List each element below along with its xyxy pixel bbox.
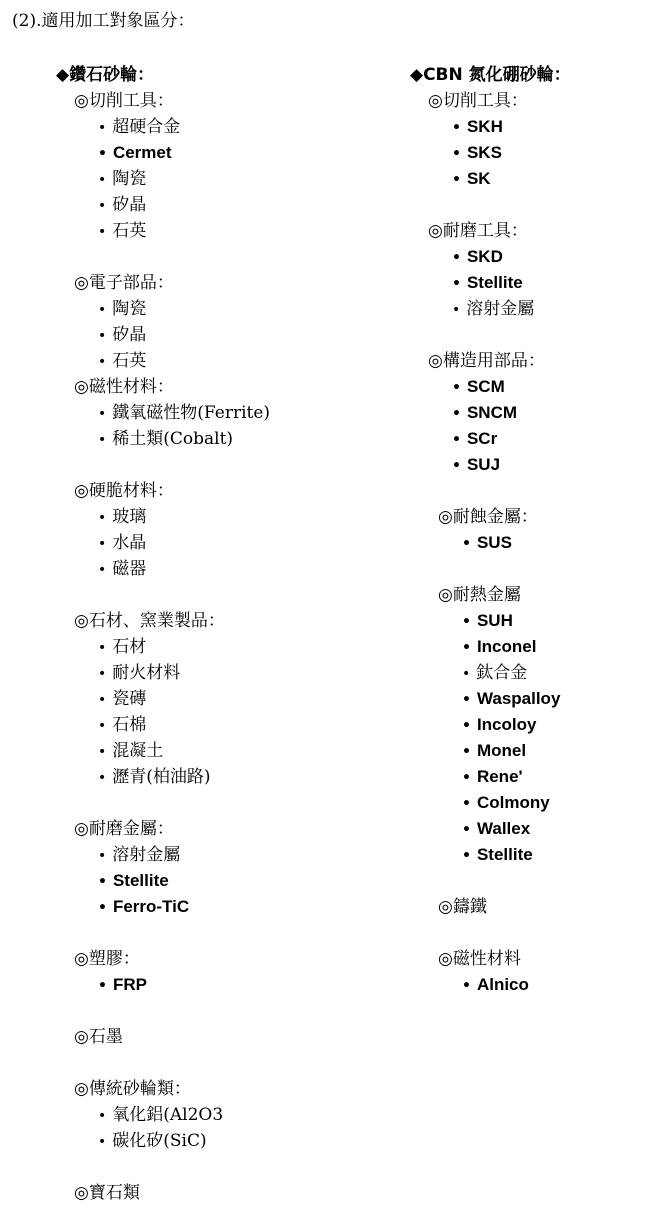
list-item: • SNCM	[410, 400, 571, 426]
list-item: • SCr	[410, 426, 571, 452]
list-item: • Inconel	[410, 634, 571, 660]
list-item: • Stellite	[56, 868, 270, 894]
group-label: ◎硬脆材料：	[74, 481, 174, 501]
list-item: • 鐵氧磁性物(Ferrite)	[56, 400, 270, 426]
list-item: • 石英	[56, 348, 270, 374]
list-item: • Alnico	[410, 972, 571, 998]
list-item: • SUH	[410, 608, 571, 634]
list-item: • 矽晶	[56, 192, 270, 218]
cbn-wheel-column	[410, 62, 571, 998]
list-item: • 混凝土	[56, 738, 270, 764]
list-item: • 稀土類(Cobalt)	[56, 426, 270, 452]
list-item: • SKS	[410, 140, 571, 166]
list-item: • 超硬合金	[56, 114, 270, 140]
list-item: • 鈦合金	[410, 660, 571, 686]
cbn-wheel-heading: ◆CBN 氮化硼砂輪：	[410, 65, 571, 85]
list-item: • 矽晶	[56, 322, 270, 348]
group-label: ◎耐蝕金屬：	[438, 507, 538, 527]
list-item: • SKH	[410, 114, 571, 140]
group-label: ◎切削工具：	[74, 91, 174, 111]
diamond-wheel-heading: ◆鑽石砂輪：	[56, 65, 155, 85]
group-label: ◎磁性材料	[438, 949, 521, 969]
list-item: • 陶瓷	[56, 166, 270, 192]
list-item: • 石棉	[56, 712, 270, 738]
list-item: • 瓷磚	[56, 686, 270, 712]
group-label: ◎耐磨工具：	[428, 221, 528, 241]
list-item: • FRP	[56, 972, 270, 998]
list-item: • Stellite	[410, 842, 571, 868]
list-item: • 磁器	[56, 556, 270, 582]
list-item: • Waspalloy	[410, 686, 571, 712]
list-item: • Stellite	[410, 270, 571, 296]
list-item: • 溶射金屬	[56, 842, 270, 868]
list-item: • Colmony	[410, 790, 571, 816]
group-label: ◎耐磨金屬：	[74, 819, 174, 839]
list-item: • Monel	[410, 738, 571, 764]
group-label: ◎塑膠：	[74, 949, 140, 969]
list-item: • 石材	[56, 634, 270, 660]
group-label: ◎石墨	[74, 1027, 123, 1047]
list-item: • SCM	[410, 374, 571, 400]
list-item: • Incoloy	[410, 712, 571, 738]
group-label: ◎石材、窯業製品：	[74, 611, 225, 631]
list-item: • 陶瓷	[56, 296, 270, 322]
list-item: • 碳化矽(SiC)	[56, 1128, 270, 1154]
list-item: • SUJ	[410, 452, 571, 478]
group-label: ◎鑄鐵	[438, 897, 487, 917]
list-item: • 玻璃	[56, 504, 270, 530]
group-label: ◎磁性材料：	[74, 377, 174, 397]
list-item: • 氧化鋁(Al2O3	[56, 1102, 270, 1128]
section-title: (2).適用加工對象區分：	[12, 11, 195, 31]
group-label: ◎切削工具：	[428, 91, 528, 111]
list-item: • SK	[410, 166, 571, 192]
list-item: • 瀝青(柏油路)	[56, 764, 270, 790]
list-item: • 水晶	[56, 530, 270, 556]
group-label: ◎傳統砂輪類：	[74, 1079, 191, 1099]
list-item: • Ferro-TiC	[56, 894, 270, 920]
list-item: • Rene'	[410, 764, 571, 790]
list-item: • SKD	[410, 244, 571, 270]
list-item: • 溶射金屬	[410, 296, 571, 322]
group-label: ◎電子部品：	[74, 273, 174, 293]
group-label: ◎構造用部品：	[428, 351, 545, 371]
diamond-wheel-column	[56, 62, 270, 1206]
list-item: • 石英	[56, 218, 270, 244]
list-item: • Cermet	[56, 140, 270, 166]
group-label: ◎耐熱金屬	[438, 585, 521, 605]
list-item: • 耐火材料	[56, 660, 270, 686]
list-item: • Wallex	[410, 816, 571, 842]
group-label: ◎寶石類	[74, 1183, 140, 1203]
list-item: • SUS	[410, 530, 571, 556]
